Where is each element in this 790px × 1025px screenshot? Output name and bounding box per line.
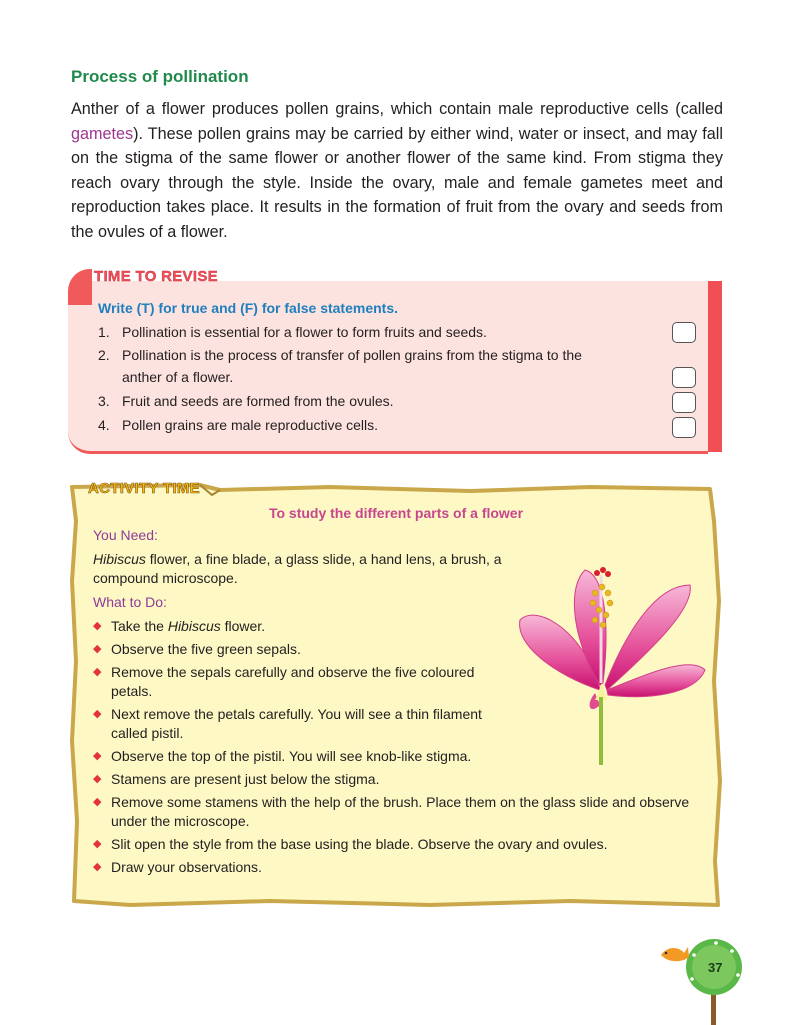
step-item: ◆ Observe the five green sepals. xyxy=(93,641,301,657)
step-item: ◆ Slit open the style from the base using the blade. Observe the ovary and ovules. xyxy=(93,836,608,852)
revise-list xyxy=(98,321,678,436)
you-need-text: Hibiscus flower, a fine blade, a glass slide, a hand lens, a brush, a compound microscope. xyxy=(93,551,502,586)
revise-instruction: Write (T) for true and (F) for false statements. xyxy=(98,300,398,316)
answer-box-2[interactable] xyxy=(672,367,696,388)
step-item: ◆ Take the Hibiscus flower. xyxy=(93,618,266,634)
activity-subtitle: To study the different parts of a flower xyxy=(268,505,524,521)
step-item: ◆ Remove the sepals carefully and observe the five coloured petals. xyxy=(93,664,475,699)
revise-item-2: 2. Pollination is the process of transfer of pollen grains from the stigma to the anther of a flower. xyxy=(98,347,582,385)
revise-item-3: 3. Fruit and seeds are formed from the ovules. xyxy=(98,393,394,409)
revise-right-bar xyxy=(708,281,722,452)
time-to-revise-box xyxy=(68,267,722,453)
step-item: ◆ Stamens are present just below the stigma. xyxy=(93,771,380,787)
revise-item-4: 4. Pollen grains are male reproductive cells. xyxy=(98,417,379,433)
answer-box-1[interactable] xyxy=(672,322,696,343)
highlight-gametes: gametes xyxy=(71,124,134,143)
body-paragraph: Anther of a flower produces pollen grains, which contain male reproductive cells (called gametes). These pollen grains may be carried by either wind, water or insect, and may fall on the stigma of the same flower or another flower of the same kind. From stigma they reach ovary through the style. Inside the ovary, male and female gametes meet and reproduction takes place. It results in the formation of fruit from the ovary and seeds from the ovules of a flower. xyxy=(71,100,723,241)
section-title: Process of pollination xyxy=(71,67,249,86)
answer-box-3[interactable] xyxy=(672,392,696,413)
hibiscus-flower-icon xyxy=(515,565,715,770)
activity-tag: ACTIVITY TIME xyxy=(88,480,200,497)
what-to-do-heading: What to Do: xyxy=(93,594,167,610)
revise-tag: TIME TO REVISE xyxy=(94,268,218,285)
step-item: ◆ Draw your observations. xyxy=(93,859,262,875)
step-item: ◆ Next remove the petals carefully. You will see a thin filament called pistil. xyxy=(93,706,482,741)
you-need-heading: You Need: xyxy=(93,527,158,543)
page-number-tree-icon xyxy=(656,935,766,1025)
step-item: ◆ Remove some stamens with the help of the brush. Place them on the glass slide and observe under the microscope. xyxy=(93,794,690,829)
revise-item-1: 1. Pollination is essential for a flower to form fruits and seeds. xyxy=(98,324,487,340)
step-item: ◆ Observe the top of the pistil. You will see knob-like stigma. xyxy=(93,748,472,764)
answer-box-4[interactable] xyxy=(672,417,696,438)
